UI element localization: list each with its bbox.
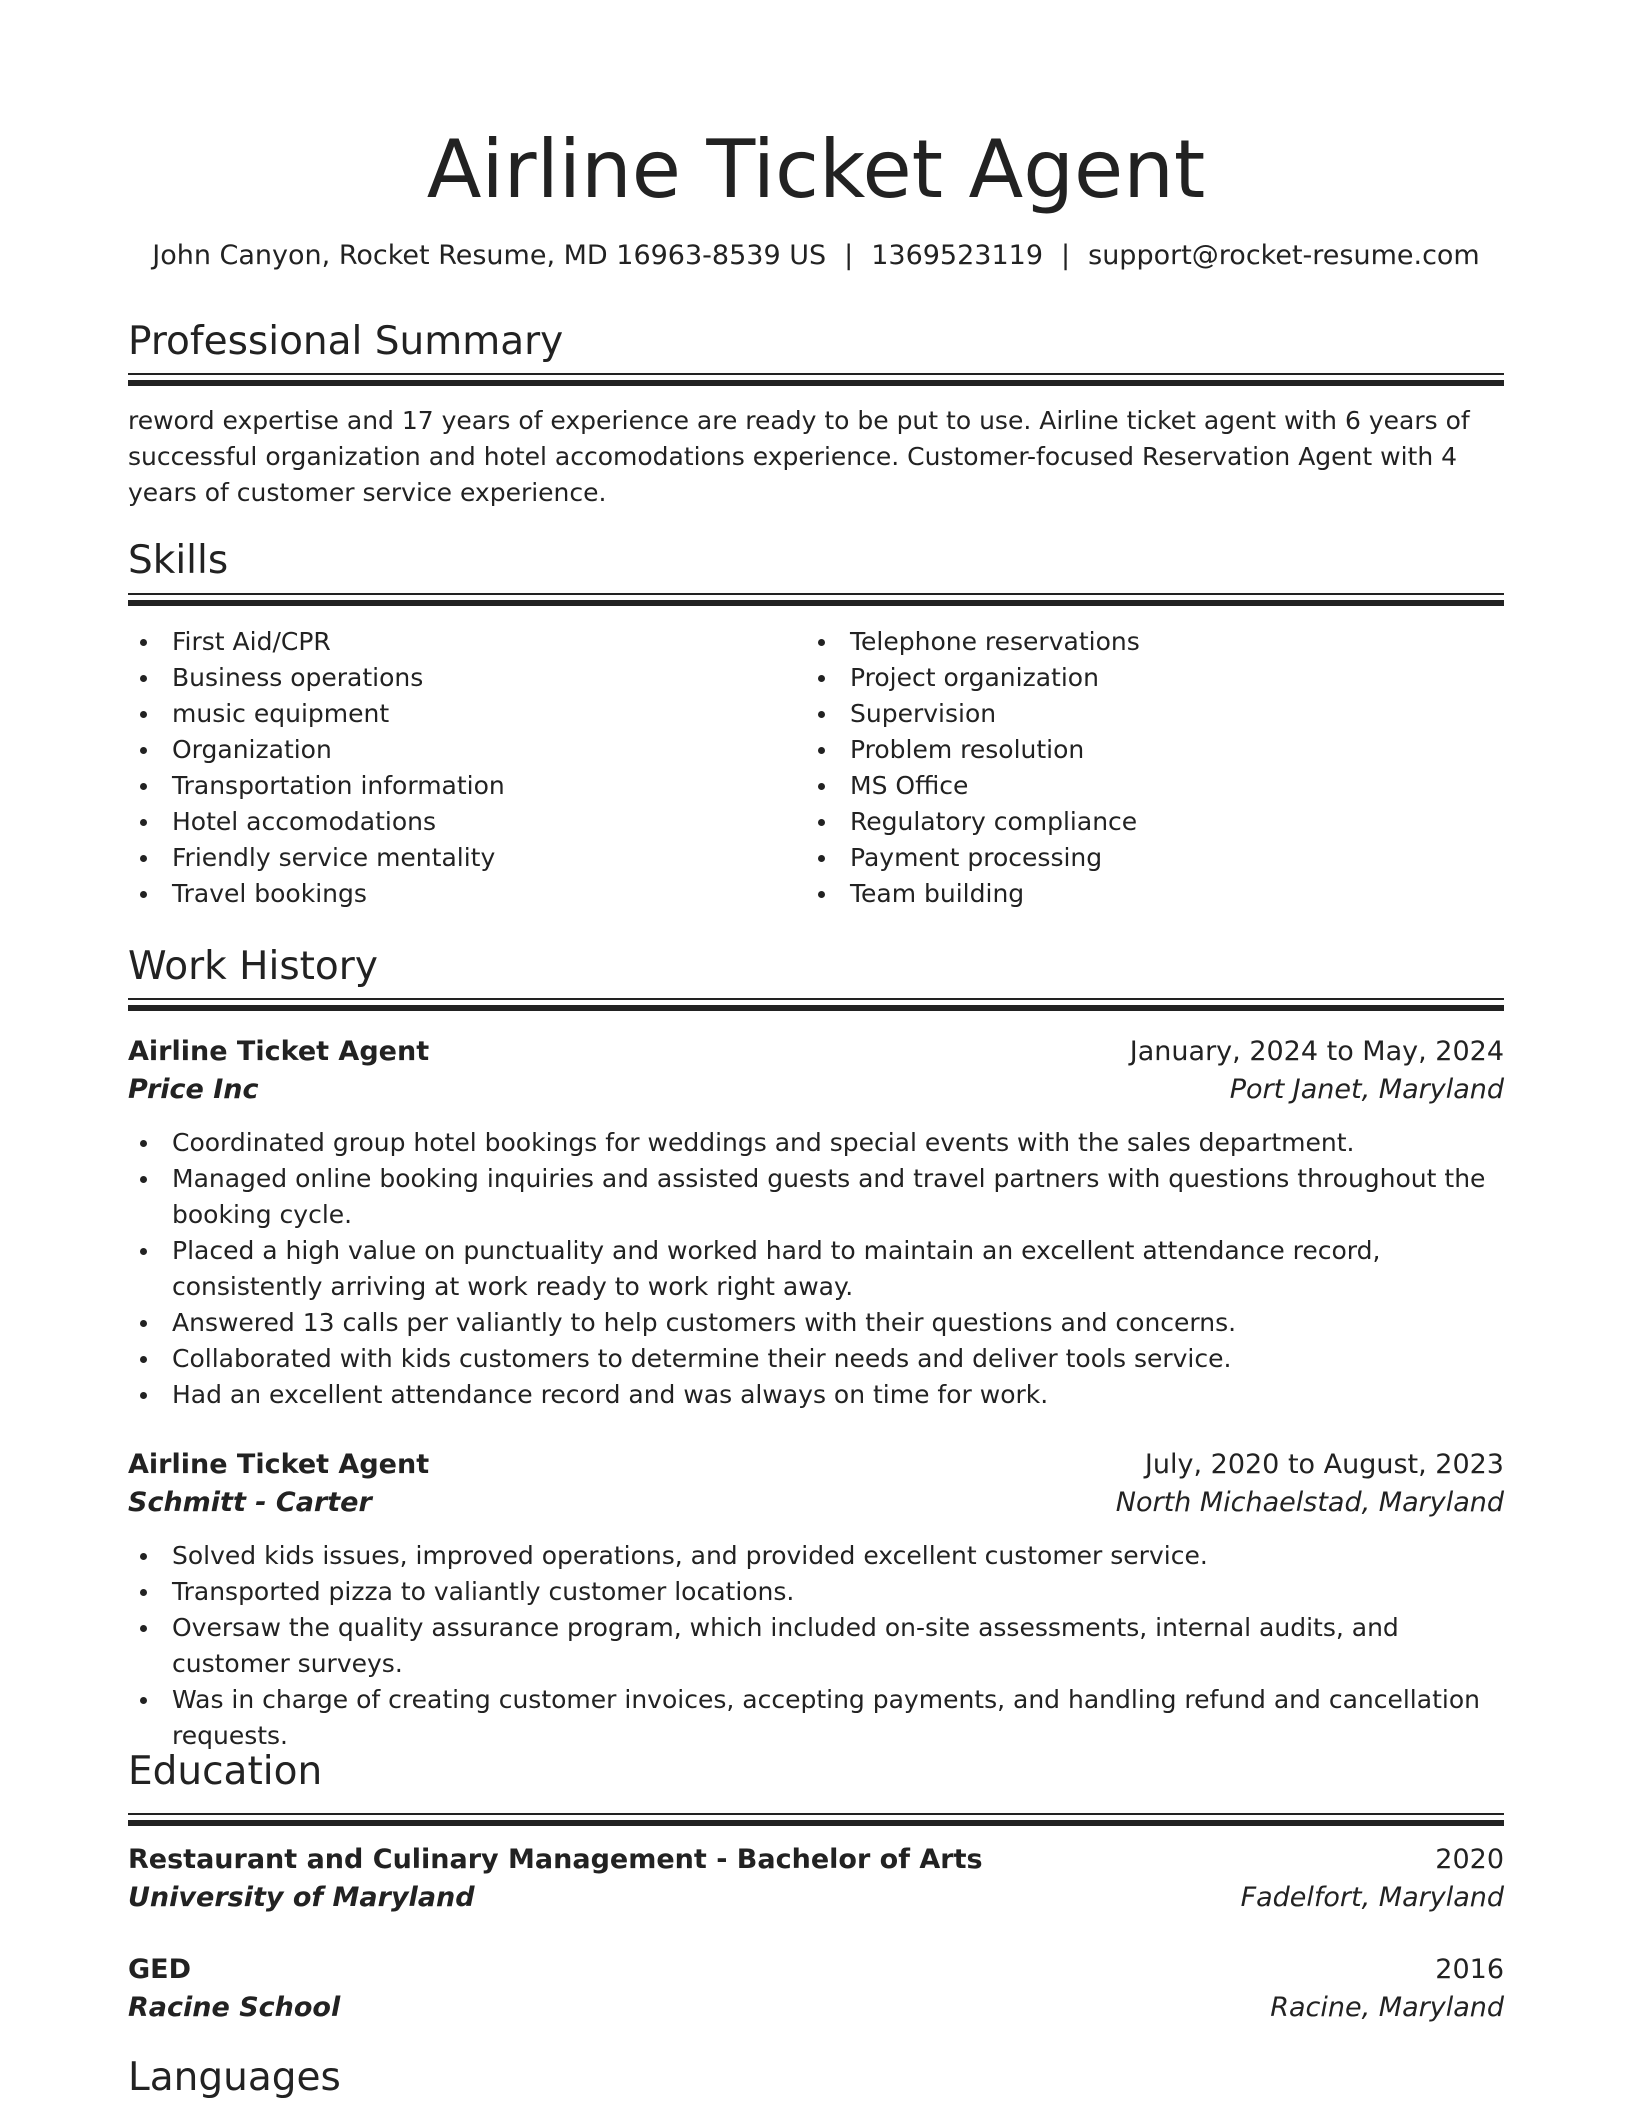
skill-item: Business operations: [128, 660, 788, 696]
education-school: University of Maryland: [128, 1882, 475, 1913]
contact-separator: |: [1061, 240, 1071, 271]
skill-item: Payment processing: [806, 840, 1504, 876]
job-bullet: Placed a high value on punctuality and worked hard to maintain an excellent attendance record, consistently arriving at work ready to work right away.: [128, 1233, 1504, 1305]
skill-item: Organization: [128, 732, 788, 768]
education-school-row: [128, 1989, 1504, 2027]
contact-address: John Canyon, Rocket Resume, MD 16963-8539 US: [152, 240, 827, 271]
contact-separator: |: [844, 240, 854, 271]
job-title-row: [128, 1033, 1504, 1071]
job-bullets: [128, 1538, 1504, 1754]
education-heading: Education: [128, 1749, 323, 1794]
skill-item: Telephone reservations: [806, 624, 1504, 660]
skill-item: Transportation information: [128, 768, 788, 804]
education-school-row: [128, 1879, 1504, 1917]
job-bullet: Collaborated with kids customers to determine their needs and deliver tools service.: [128, 1341, 1504, 1377]
job-bullet: Answered 13 calls per valiantly to help customers with their questions and concerns.: [128, 1305, 1504, 1341]
skill-item: MS Office: [806, 768, 1504, 804]
job-company-row: [128, 1071, 1504, 1109]
job-company: Schmitt - Carter: [128, 1487, 372, 1518]
skill-item: Hotel accomodations: [128, 804, 788, 840]
skill-item: Project organization: [806, 660, 1504, 696]
skill-item: Team building: [806, 876, 1504, 912]
job-company: Price Inc: [128, 1074, 259, 1105]
skill-item: music equipment: [128, 696, 788, 732]
skill-item: Travel bookings: [128, 876, 788, 912]
summary-divider: [128, 373, 1504, 384]
skill-item: First Aid/CPR: [128, 624, 788, 660]
education-degree-row: [128, 1841, 1504, 1879]
skill-item: Supervision: [806, 696, 1504, 732]
job-bullet: Was in charge of creating customer invoices, accepting payments, and handling refund and cancellation requests.: [128, 1682, 1504, 1754]
summary-heading: Professional Summary: [128, 319, 564, 364]
skills-divider: [128, 593, 1504, 604]
contact-email[interactable]: support@rocket-resume.com: [1088, 240, 1480, 271]
skill-item: Friendly service mentality: [128, 840, 788, 876]
job-bullet: Had an excellent attendance record and was always on time for work.: [128, 1377, 1504, 1413]
job-bullet: Solved kids issues, improved operations, and provided excellent customer service.: [128, 1538, 1504, 1574]
job-bullets: [128, 1125, 1504, 1413]
job-location: North Michaelstad, Maryland: [1115, 1487, 1504, 1518]
languages-heading: Languages: [128, 2055, 341, 2100]
resume-name: Airline Ticket Agent: [426, 123, 1206, 216]
contact-phone: 1369523119: [871, 240, 1044, 271]
work-divider: [128, 998, 1504, 1009]
skill-item: Problem resolution: [806, 732, 1504, 768]
education-degree-row: [128, 1951, 1504, 1989]
skills-list-left: [128, 624, 788, 912]
job-bullet: Coordinated group hotel bookings for weddings and special events with the sales department.: [128, 1125, 1504, 1161]
job-location: Port Janet, Maryland: [1229, 1074, 1504, 1105]
skill-item: Regulatory compliance: [806, 804, 1504, 840]
education-divider: [128, 1813, 1504, 1824]
job-title-row: [128, 1446, 1504, 1484]
work-heading: Work History: [128, 944, 378, 989]
skills-heading: Skills: [128, 538, 229, 583]
job-bullet: Oversaw the quality assurance program, which included on-site assessments, internal audits, and customer surveys.: [128, 1610, 1504, 1682]
education-year: 2020: [1435, 1844, 1504, 1875]
job-bullet: Transported pizza to valiantly customer locations.: [128, 1574, 1504, 1610]
education-location: Racine, Maryland: [1270, 1992, 1504, 2023]
job-dates: January, 2024 to May, 2024: [1129, 1036, 1504, 1067]
job-dates: July, 2020 to August, 2023: [1144, 1449, 1504, 1480]
education-degree: GED: [128, 1954, 192, 1985]
skills-list-right: [806, 624, 1504, 912]
job-company-row: [128, 1484, 1504, 1522]
education-location: Fadelfort, Maryland: [1240, 1882, 1504, 1913]
education-school: Racine School: [128, 1992, 341, 2023]
job-role: Airline Ticket Agent: [128, 1449, 430, 1480]
education-degree: Restaurant and Culinary Management - Bachelor of Arts: [128, 1844, 983, 1875]
education-year: 2016: [1435, 1954, 1504, 1985]
contact-line: [0, 238, 1632, 274]
job-role: Airline Ticket Agent: [128, 1036, 430, 1067]
summary-text: reword expertise and 17 years of experience are ready to be put to use. Airline ticket agent with 6 years of successful organization and hotel accomodations experience. Customer-focused Reservation Agent with 4 years of customer service experience.: [128, 406, 1470, 507]
job-bullet: Managed online booking inquiries and assisted guests and travel partners with questions throughout the booking cycle.: [128, 1161, 1504, 1233]
